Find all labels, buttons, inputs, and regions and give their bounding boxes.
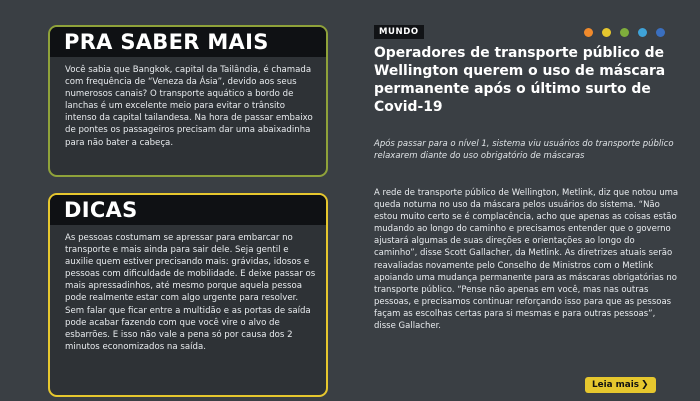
article-headline: Operadores de transporte público de Wellington querem o uso de máscara permanente após o último surto de Covid-19 <box>374 45 666 115</box>
chevron-right-icon: ❯ <box>640 380 649 390</box>
dot-orange <box>584 28 593 37</box>
know-more-title: PRA SABER MAIS <box>50 27 326 57</box>
tips-card <box>48 193 328 397</box>
dot-light-blue <box>638 28 647 37</box>
article-body: A rede de transporte público de Wellington, Metlink, diz que notou uma queda noturna no uso da máscara pelos usuários do sistema. “Não estou muito certo se é complacência, acho que apenas as coisas estão mudando ao longo do caminho e precisamos entender que o governo ajustará algumas de suas direções e orientações ao longo do caminho”, disse Scott Gallacher, da Metlink. As diretrizes atuais serão reavaliadas novamente pelo Conselho de Ministros com o Metlink apoiando uma mudança permanente para as máscaras obrigatórias no transporte público. “Pense não apenas em você, mas nas outras pessoas, e precisamos continuar reforçando isso para que as pessoas façam as escolhas certas para si mesmas e para outras pessoas”, disse Gallacher. <box>374 188 679 332</box>
know-more-card <box>48 25 328 177</box>
article-subhead: Após passar para o nível 1, sistema viu usuários do transporte público relaxarem diante do uso obrigatório de máscaras <box>374 139 674 161</box>
read-more-label: Leia mais <box>592 380 639 390</box>
tips-title: DICAS <box>50 195 326 225</box>
know-more-text: Você sabia que Bangkok, capital da Tailândia, é chamada com frequência de “Veneza da Ásia”, devido aos seus numerosos canais? O transporte aquático a bordo de lanchas é um excelente meio para evitar o trânsito intenso da capital tailandesa. Na hora de passar embaixo de pontes os passageiros precisam dar uma abaixadinha para não bater a cabeça. <box>65 65 313 148</box>
section-badge: MUNDO <box>374 25 424 39</box>
dot-green <box>620 28 629 37</box>
dot-blue <box>656 28 665 37</box>
read-more-button[interactable] <box>585 377 656 393</box>
dot-yellow <box>602 28 611 37</box>
tips-text: As pessoas costumam se apressar para embarcar no transporte e mais ainda para sair dele. Seja gentil e auxilie quem estiver precisando mais: grávidas, idosos e pessoas com dificuldade de mobilidade. E deixe passar os mais apressadinhos, até mesmo porque aquela pessoa pode realmente estar com algo urgente para resolver. Sem falar que ficar entre a multidão e as portas de saída pode acabar fazendo com que você vire o alvo de esbarrões. E isso não vale a pena só por causa dos 2 minutos economizados na saída. <box>65 233 316 352</box>
